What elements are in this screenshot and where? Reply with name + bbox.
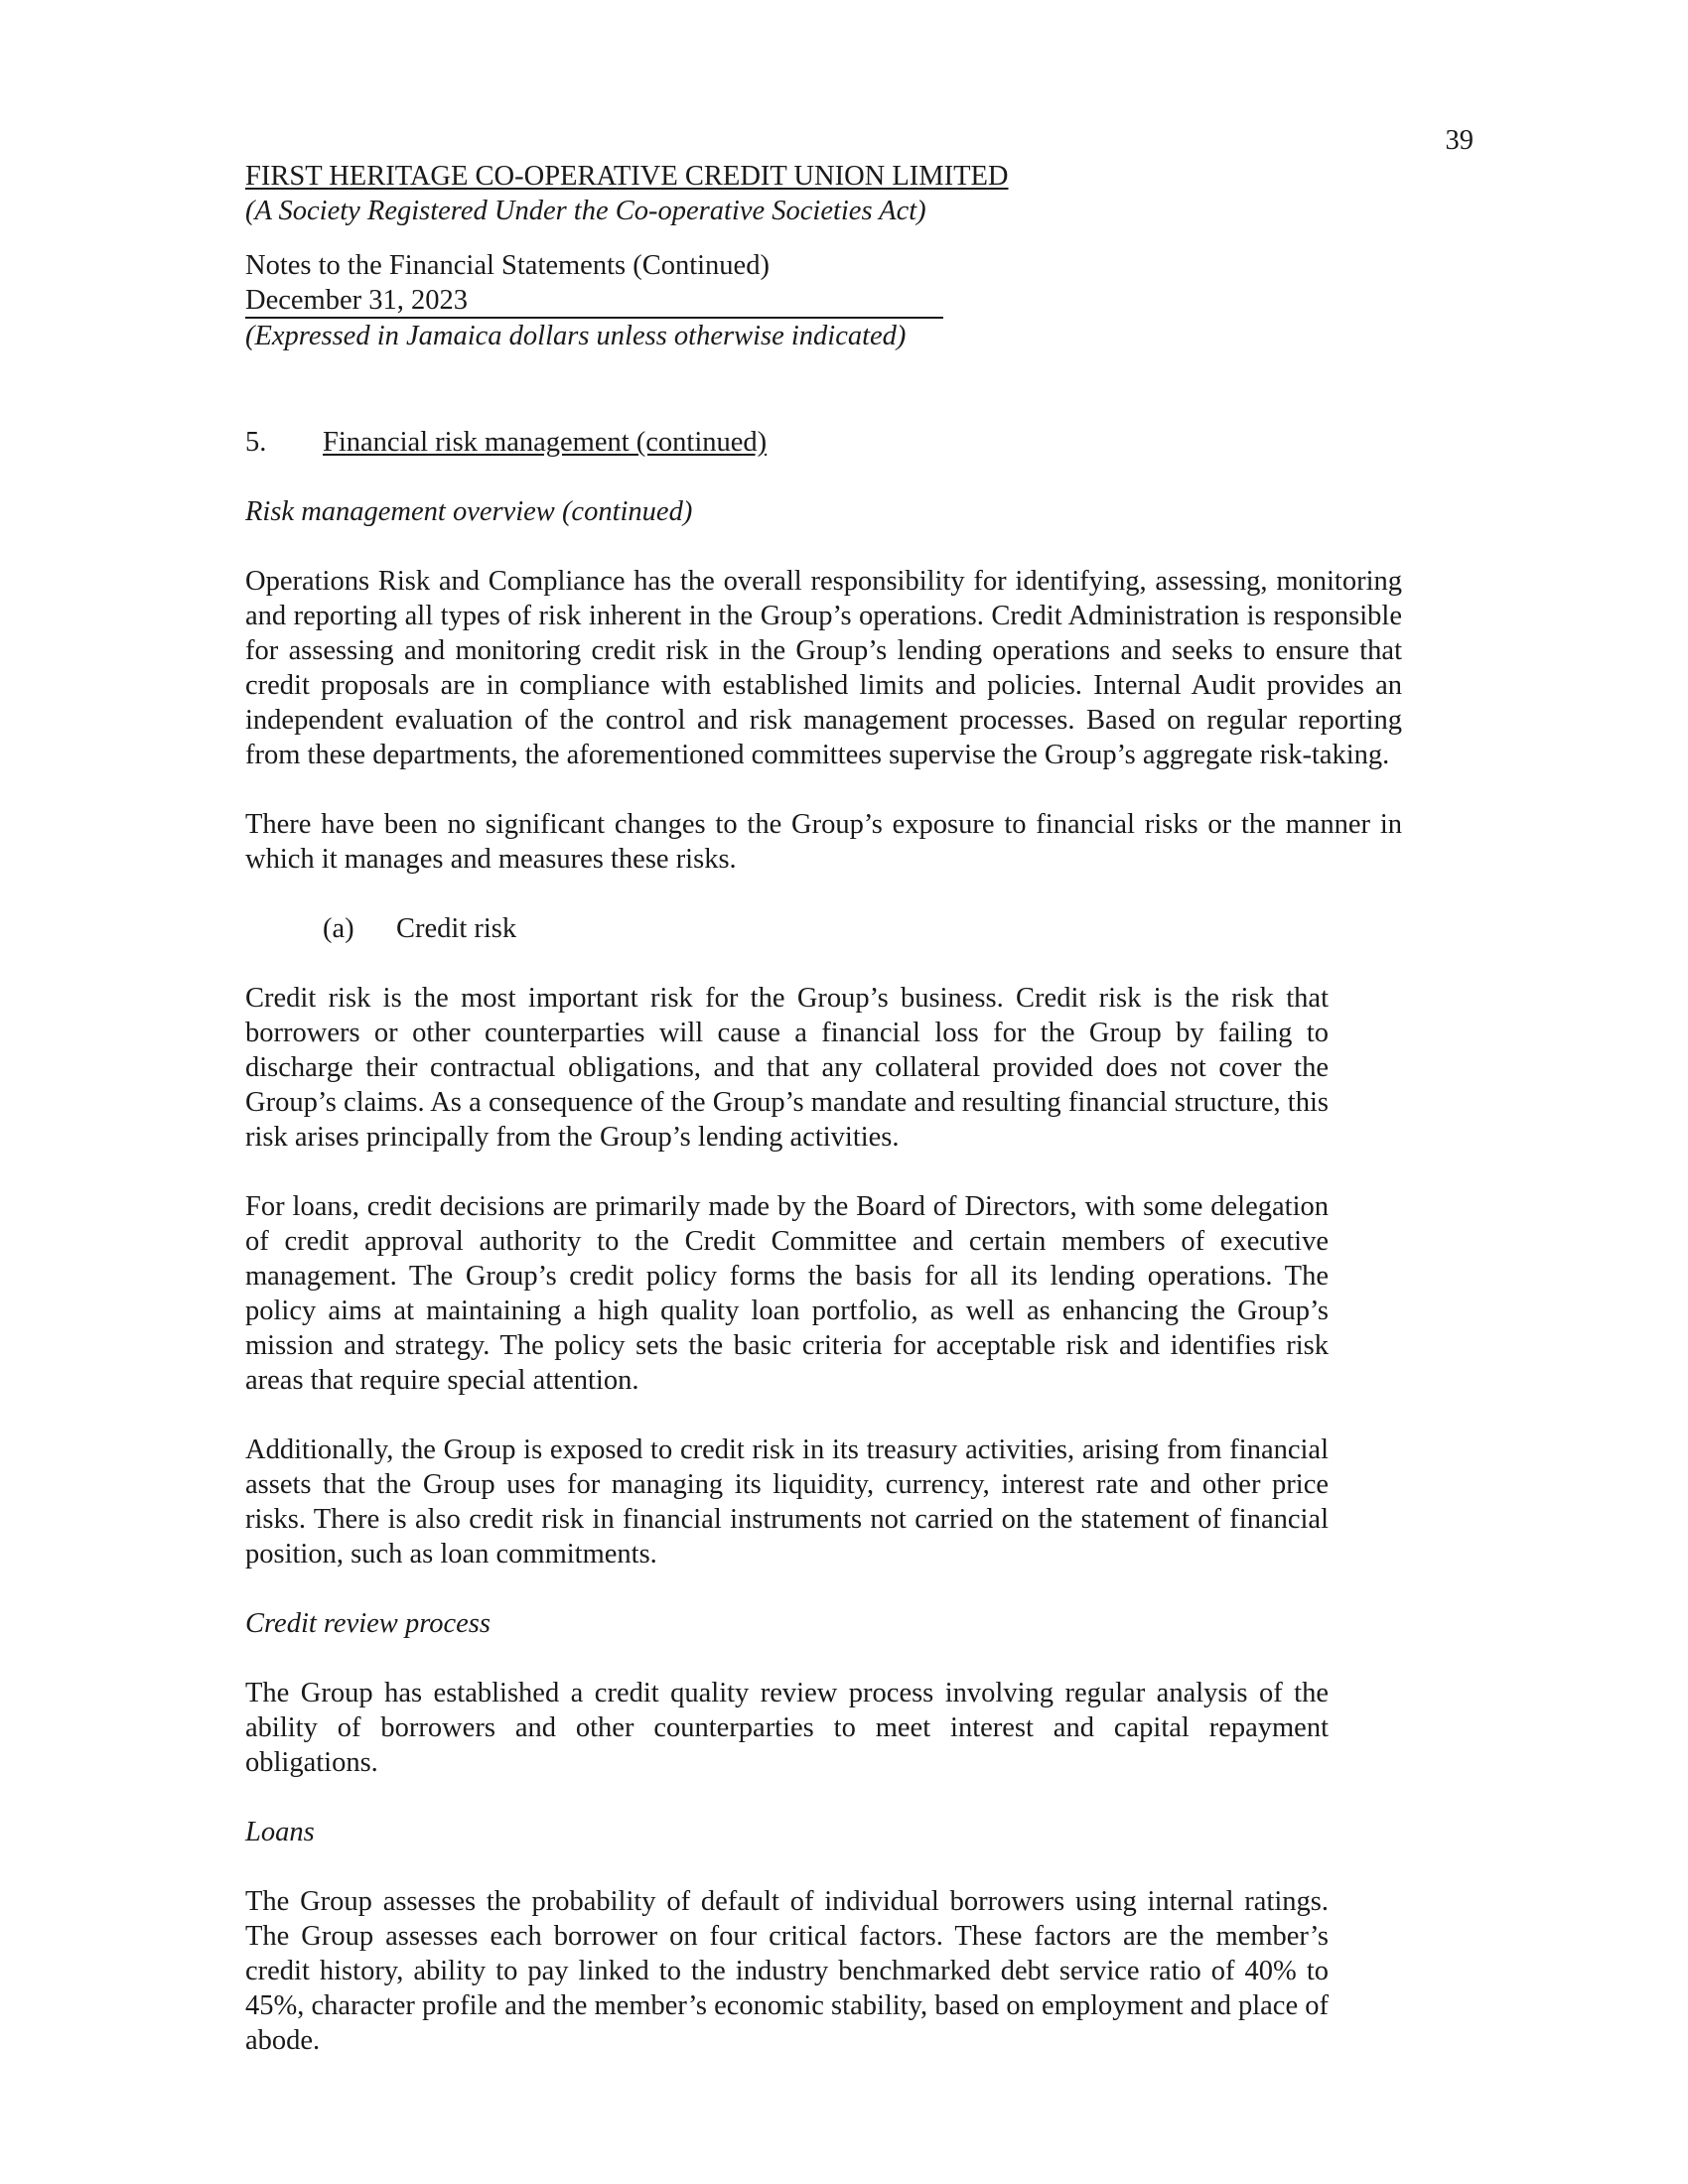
subsection-letter: (a): [323, 913, 354, 944]
loan-decisions-paragraph: For loans, credit decisions are primarily made by the Board of Directors, with some delegation of credit approval authority to the Credit Committee and certain members of executive management. The Group’s credit policy forms the basis for all its lending operations. The policy aims at maintaining a high quality loan portfolio, as well as enhancing the Group’s mission and strategy. The policy sets the basic criteria for acceptable risk and identifies risk areas that require special attention.: [245, 1191, 1329, 1396]
currency-note: (Expressed in Jamaica dollars unless otherwise indicated): [245, 321, 907, 351]
operations-risk-paragraph: Operations Risk and Compliance has the overall responsibility for identifying, assessing, monitoring and reporting all types of risk inherent in the Group’s operations. Credit Administration is responsible for assessing and monitoring credit risk in the Group’s lending operations and seeks to ensure that credit proposals are in compliance with established limits and policies. Internal Audit provides an independent evaluation of the control and risk management processes. Based on regular reporting from these departments, the aforementioned committees supervise the Group’s aggregate risk-taking.: [245, 566, 1402, 770]
section-heading: [245, 425, 1486, 460]
loans-paragraph: The Group assesses the probability of default of individual borrowers using internal ratings. The Group assesses each borrower on four critical factors. These factors are the member’s credit history, ability to pay linked to the industry benchmarked debt service ratio of 40% to 45%, character profile and the member’s economic stability, based on employment and place of abode.: [245, 1886, 1329, 2056]
credit-risk-paragraph: Credit risk is the most important risk for the Group’s business. Credit risk is the risk that borrowers or other counterparties will cause a financial loss for the Group by failing to discharge their contractual obligations, and that any collateral provided does not cover the Group’s claims. As a consequence of the Group’s mandate and resulting financial structure, this risk arises principally from the Group’s lending activities.: [245, 983, 1329, 1153]
subsection-title: Credit risk: [396, 913, 517, 944]
organization-subtitle: (A Society Registered Under the Co-operative Societies Act): [245, 196, 926, 226]
loans-heading: Loans: [245, 1817, 315, 1847]
organization-name: FIRST HERITAGE CO-OPERATIVE CREDIT UNION LIMITED: [245, 161, 1009, 192]
risk-overview-subheading: Risk management overview (continued): [245, 496, 693, 527]
credit-risk-heading: [323, 911, 1486, 946]
credit-review-paragraph: The Group has established a credit quality review process involving regular analysis of the ability of borrowers and other counterparties to meet interest and capital repayment obligations.: [245, 1678, 1329, 1778]
document-body: [245, 425, 1486, 2058]
no-changes-paragraph: There have been no significant changes to the Group’s exposure to financial risks or the manner in which it manages and measures these risks.: [245, 809, 1402, 875]
section-title: Financial risk management (continued): [323, 427, 768, 458]
statement-date: December 31, 2023: [245, 284, 943, 319]
document-header: [245, 159, 1099, 353]
credit-review-heading: Credit review process: [245, 1608, 491, 1639]
notes-title: Notes to the Financial Statements (Continued): [245, 250, 770, 281]
treasury-risk-paragraph: Additionally, the Group is exposed to credit risk in its treasury activities, arising from financial assets that the Group uses for managing its liquidity, currency, interest rate and other price risks. There is also credit risk in financial instruments not carried on the statement of financial position, such as loan commitments.: [245, 1434, 1329, 1570]
section-number: 5.: [245, 427, 267, 458]
page-number: 39: [1445, 125, 1474, 156]
